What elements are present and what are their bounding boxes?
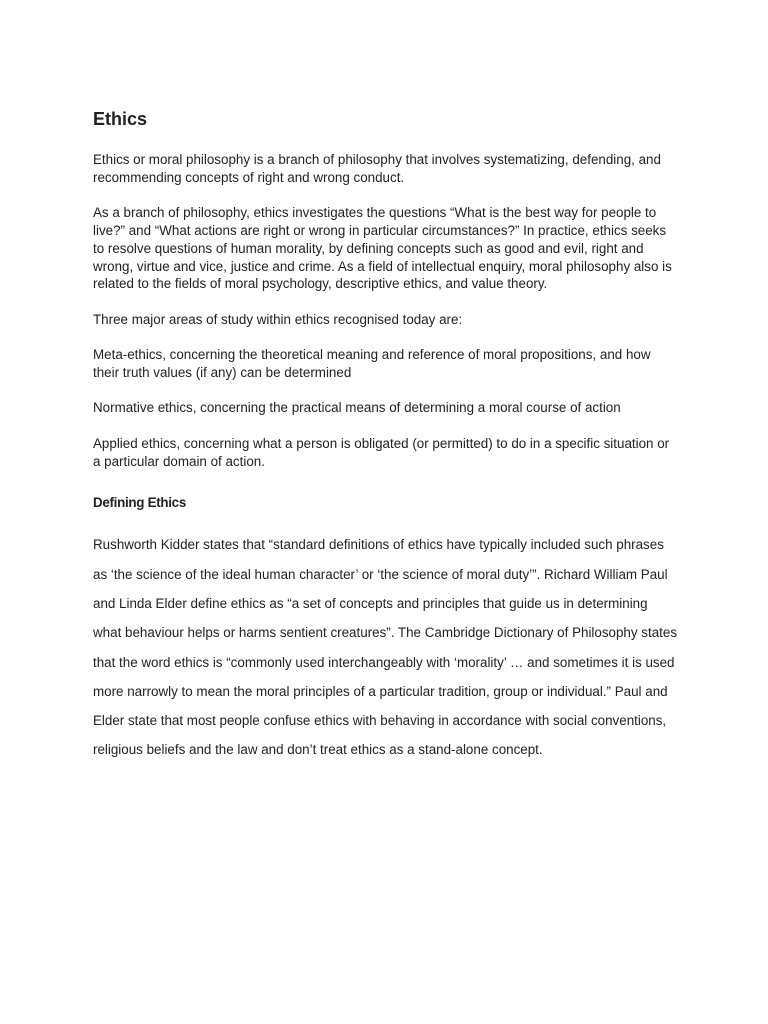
- paragraph-meta-ethics: Meta-ethics, concerning the theoretical meaning and reference of moral propositions, and how their truth values (if any) can be determined: [93, 347, 651, 380]
- section-body-paragraph: Rushworth Kidder states that “standard definitions of ethics have typically included such phrases as ‘the science of the ideal human character’ or ‘the science of moral duty’”. Richard William Paul and Linda Elder define ethics as “a set of concepts and principles that guide us in determining what behaviour helps or harms sentient creatures”. The Cambridge Dictionary of Philosophy states that the word ethics is “commonly used interchangeably with ‘morality’ … and sometimes it is used more narrowly to mean the moral principles of a particular tradition, group or individual.” Paul and Elder state that most people confuse ethics with behaving in accordance with social conventions, religious beliefs and the law and don’t treat ethics as a stand-alone concept.: [93, 537, 678, 758]
- paragraph-applied-ethics: Applied ethics, concerning what a person is obligated (or permitted) to do in a specific situation or a particular domain of action.: [93, 435, 670, 469]
- section-heading: Defining Ethics: [93, 495, 186, 511]
- paragraph-branch: As a branch of philosophy, ethics investigates the questions “What is the best way for people to live?” and “What actions are right or wrong in particular circumstances?” In practice, ethics seeks to resolve questions of human morality, by defining concepts such as good and evil, right and wrong, virtue and vice, justice and crime. As a field of intellectual enquiry, moral philosophy also is related to the fields of moral psychology, descriptive ethics, and value theory.: [93, 205, 672, 292]
- paragraph-intro: Ethics or moral philosophy is a branch of philosophy that involves systematizing, defending, and recommending concepts of right and wrong conduct.: [93, 152, 661, 185]
- paragraph-areas-intro: Three major areas of study within ethics recognised today are:: [93, 311, 463, 327]
- page-title: Ethics: [93, 109, 148, 129]
- paragraph-normative-ethics: Normative ethics, concerning the practical means of determining a moral course of action: [93, 400, 621, 416]
- document-body: [93, 107, 678, 765]
